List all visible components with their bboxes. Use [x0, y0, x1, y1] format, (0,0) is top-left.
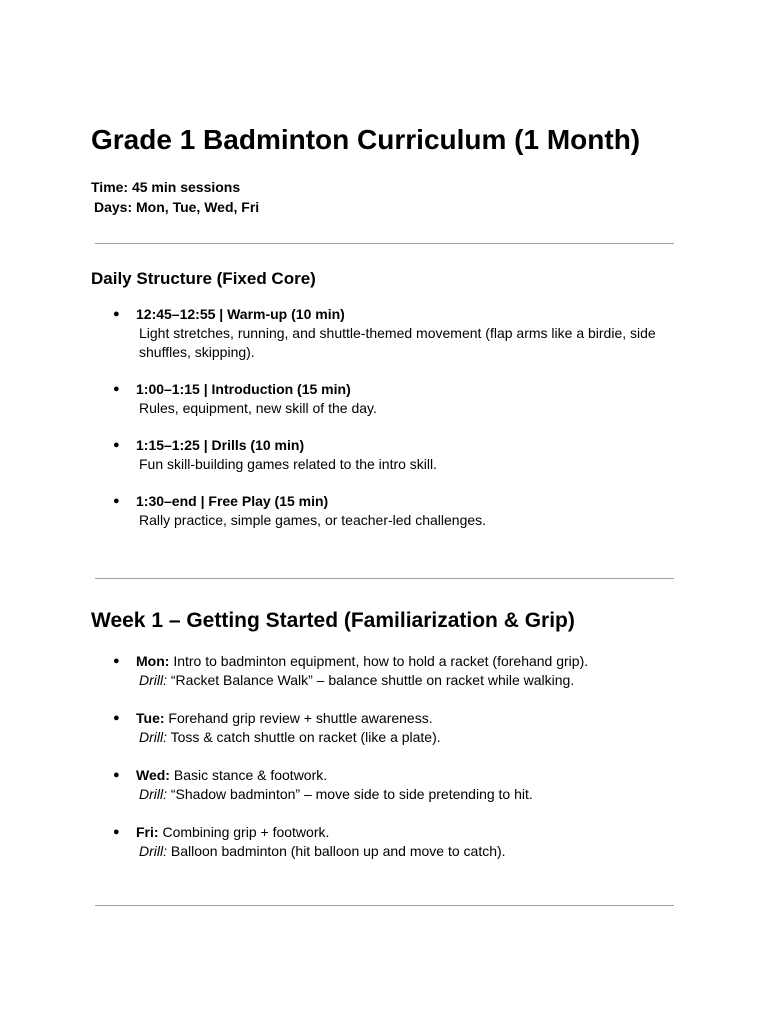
week1-list: [0, 652, 676, 880]
drill-label: Drill:: [139, 729, 167, 745]
session-days: Days: Mon, Tue, Wed, Fri: [94, 199, 260, 215]
drill-label: Drill:: [139, 843, 167, 859]
day-activity: Intro to badminton equipment, how to hold a racket (forehand grip).: [169, 653, 589, 669]
list-item: [0, 380, 676, 418]
bullet-icon: ●: [113, 308, 120, 320]
schedule-slot: 1:30–end | Free Play (15 min): [136, 493, 329, 509]
slot-description: Rules, equipment, new skill of the day.: [139, 400, 377, 416]
day-label: Tue:: [136, 710, 165, 726]
list-item: [0, 766, 676, 804]
day-activity: Combining grip + footwork.: [158, 824, 330, 840]
list-item: [0, 305, 676, 362]
slot-description: Rally practice, simple games, or teacher-led challenges.: [139, 512, 487, 528]
list-item: [0, 823, 676, 861]
schedule-slot: 12:45–12:55 | Warm-up (10 min): [136, 306, 345, 322]
bullet-icon: ●: [113, 826, 120, 838]
document-title: Grade 1 Badminton Curriculum (1 Month): [91, 124, 641, 155]
divider: [95, 905, 674, 906]
bullet-icon: ●: [113, 712, 120, 724]
divider: [95, 578, 674, 579]
bullet-icon: ●: [113, 495, 120, 507]
slot-description: Light stretches, running, and shuttle-themed movement (flap arms like a birdie, side shuffles, skipping).: [139, 325, 656, 360]
daily-structure-list: [0, 305, 676, 548]
bullet-icon: ●: [113, 383, 120, 395]
drill-text: “Shadow badminton” – move side to side pretending to hit.: [167, 786, 533, 802]
drill-text: Balloon badminton (hit balloon up and move to catch).: [167, 843, 506, 859]
daily-structure-heading: Daily Structure (Fixed Core): [91, 269, 316, 288]
schedule-slot: 1:00–1:15 | Introduction (15 min): [136, 381, 351, 397]
drill-label: Drill:: [139, 786, 167, 802]
drill-line: [136, 728, 676, 747]
list-item: [0, 709, 676, 747]
day-label: Fri:: [136, 824, 159, 840]
session-time: Time: 45 min sessions: [91, 179, 241, 195]
day-label: Mon:: [136, 653, 170, 669]
slot-description: Fun skill-building games related to the intro skill.: [139, 456, 438, 472]
list-item: [0, 652, 676, 690]
day-label: Wed:: [136, 767, 170, 783]
bullet-icon: ●: [113, 439, 120, 451]
schedule-slot: 1:15–1:25 | Drills (10 min): [136, 437, 305, 453]
drill-line: [136, 785, 676, 804]
drill-text: Toss & catch shuttle on racket (like a plate).: [167, 729, 441, 745]
divider: [95, 243, 674, 244]
list-item: [0, 436, 676, 474]
list-item: [0, 492, 676, 530]
day-activity: Basic stance & footwork.: [169, 767, 328, 783]
bullet-icon: ●: [113, 769, 120, 781]
day-activity: Forehand grip review + shuttle awareness.: [164, 710, 433, 726]
drill-label: Drill:: [139, 672, 167, 688]
drill-line: [136, 671, 676, 690]
drill-line: [136, 842, 676, 861]
week1-heading: Week 1 – Getting Started (Familiarization & Grip): [91, 609, 575, 632]
drill-text: “Racket Balance Walk” – balance shuttle on racket while walking.: [167, 672, 575, 688]
bullet-icon: ●: [113, 655, 120, 667]
